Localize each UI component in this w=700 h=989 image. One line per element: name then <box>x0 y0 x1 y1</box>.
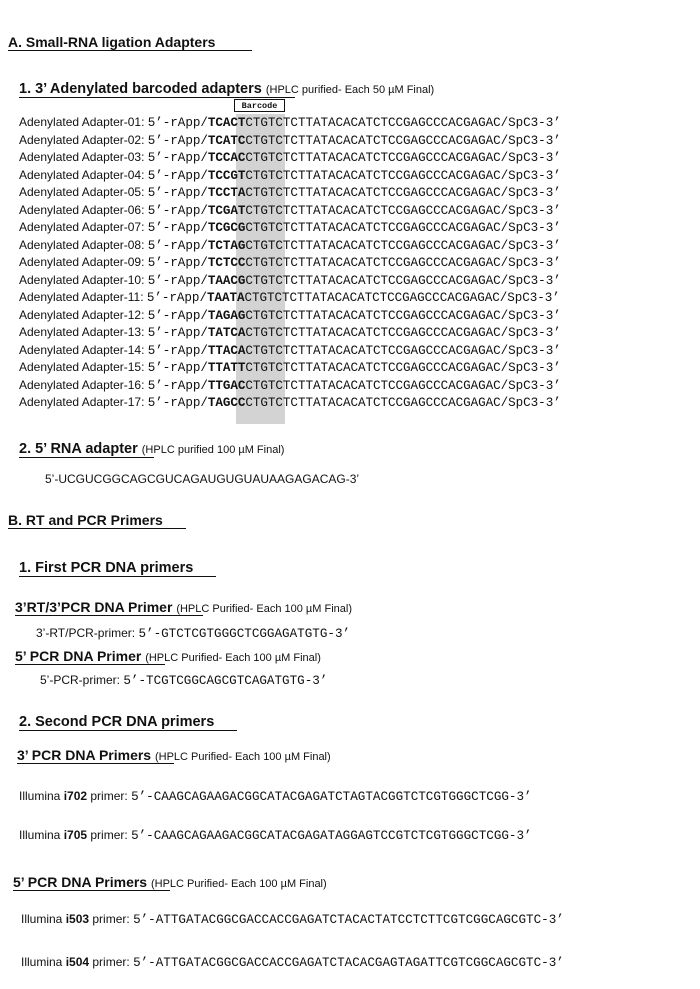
primer-vendor: Illumina <box>19 789 64 803</box>
adapter-row <box>19 289 561 307</box>
adapters-3-heading <box>19 81 434 98</box>
primer-i705-row <box>19 828 532 843</box>
first-pcr-heading <box>19 560 216 577</box>
adapter-label: Adenylated Adapter-06: <box>19 202 145 217</box>
adapter-sequence <box>148 309 561 323</box>
adapter-barcode: TTGAC <box>207 378 246 393</box>
adapter-prefix: 5’-rApp/ <box>147 221 208 235</box>
primer-word: primer: <box>89 912 134 926</box>
pcr5-primers-underline <box>13 890 170 891</box>
second-pcr-title: 2. Second PCR DNA primers <box>19 714 215 730</box>
adapter-sequence <box>148 239 561 253</box>
adapter-suffix: CTGTCTCTTATACACATCTCCGAGCCCACGAGAC/SpC3-3’ <box>245 378 561 393</box>
rna-adapter-5-sequence: 5’-UCGUCGGCAGCGUCAGAUGUGUAUAAGAGACAG-3’ <box>45 472 360 486</box>
adapter-sequence <box>148 169 561 183</box>
pcr3-primers-note: (HPLC Purified- Each 100 µM Final) <box>154 751 331 763</box>
adapter-row <box>19 307 561 325</box>
adapter-row <box>19 324 561 342</box>
pcr5-primer-heading <box>15 648 321 665</box>
adapters-3-title: 1. 3’ Adenylated barcoded adapters <box>19 81 262 97</box>
primer-word: primer: <box>87 828 132 842</box>
adapter-suffix: CTGTCTCTTATACACATCTCCGAGCCCACGAGAC/SpC3-3’ <box>245 273 561 288</box>
adapter-label: Adenylated Adapter-08: <box>19 237 145 252</box>
adapter-sequence <box>148 344 561 358</box>
adapter-suffix: CTGTCTCTTATACACATCTCCGAGCCCACGAGAC/SpC3-3’ <box>245 221 561 235</box>
adapter-prefix: 5’-rApp/ <box>147 133 208 148</box>
rna-adapter-5-heading <box>19 441 284 458</box>
primer-id: i702 <box>63 789 88 803</box>
adapter-row <box>19 359 561 377</box>
primer-word: primer: <box>87 789 132 803</box>
adapter-barcode: TTATT <box>207 361 246 375</box>
adapter-label: Adenylated Adapter-16: <box>19 377 145 392</box>
adapter-barcode: TCGAT <box>207 203 246 218</box>
adapter-sequence <box>148 186 561 200</box>
adapter-barcode: TCTCC <box>207 256 246 270</box>
rt-primer-note: (HPLC Purified- Each 100 µM Final) <box>176 603 352 615</box>
pcr3-primers-heading <box>17 747 331 764</box>
adapter-prefix: 5’-rApp/ <box>147 308 208 323</box>
section-a-heading <box>8 34 252 51</box>
pcr3-primers-underline <box>17 763 174 764</box>
adapter-prefix: 5’-rApp/ <box>147 116 208 130</box>
adapter-suffix: CTGTCTCTTATACACATCTCCGAGCCCACGAGAC/SpC3-3’ <box>245 308 561 323</box>
adapter-label: Adenylated Adapter-15: <box>19 360 145 374</box>
adapter-row <box>19 394 561 412</box>
second-pcr-heading <box>19 714 237 731</box>
adapter-prefix: 5’-rApp/ <box>147 168 208 183</box>
adapter-barcode: TAACG <box>207 273 246 288</box>
adapter-row <box>19 149 561 167</box>
primer-vendor: Illumina <box>21 912 66 926</box>
adapter-suffix: CTGTCTCTTATACACATCTCCGAGCCCACGAGAC/SpC3-3’ <box>245 133 561 148</box>
adapter-prefix: 5’-rApp/ <box>147 203 208 218</box>
rt-primer-sequence: 5’-GTCTCGTGGGCTCGGAGATGTG-3’ <box>138 627 351 641</box>
adapter-suffix: CTGTCTCTTATACACATCTCCGAGCCCACGAGAC/SpC3-3’ <box>244 291 560 305</box>
adapter-label: Adenylated Adapter-13: <box>19 325 145 339</box>
adapter-label: Adenylated Adapter-01: <box>19 115 145 129</box>
pcr5-primer-row <box>40 673 327 688</box>
adapter-suffix: CTGTCTCTTATACACATCTCCGAGCCCACGAGAC/SpC3-3’ <box>245 343 561 358</box>
second-pcr-underline <box>19 730 237 731</box>
adapter-sequence <box>148 379 561 393</box>
first-pcr-underline <box>19 576 216 577</box>
pcr5-primers-title: 5’ PCR DNA Primers <box>13 874 148 890</box>
adapter-sequence <box>148 396 561 410</box>
section-b-heading <box>8 512 186 529</box>
primer-sequence: 5’-ATTGATACGGCGACCACCGAGATCTACACGAGTAGATTCGTCGGCAGCGTC-3’ <box>133 956 564 970</box>
adapter-prefix: 5’-rApp/ <box>147 326 208 340</box>
adapter-suffix: CTGTCTCTTATACACATCTCCGAGCCCACGAGAC/SpC3-3’ <box>245 203 561 218</box>
rna-adapter-5-note: (HPLC purified 100 µM Final) <box>141 444 285 456</box>
rna-adapter-5-title: 2. 5’ RNA adapter <box>19 441 138 457</box>
adapter-suffix: CTGTCTCTTATACACATCTCCGAGCCCACGAGAC/SpC3-3’ <box>245 116 561 130</box>
adapter-barcode: TAGAG <box>207 308 246 323</box>
section-a-underline <box>8 50 252 51</box>
adapter-barcode: TCTAG <box>207 238 246 253</box>
adapter-suffix: CTGTCTCTTATACACATCTCCGAGCCCACGAGAC/SpC3-3’ <box>245 396 561 410</box>
adapter-barcode: TCCAC <box>207 151 246 165</box>
pcr3-primers-title: 3’ PCR DNA Primers <box>17 747 152 763</box>
adapter-suffix: CTGTCTCTTATACACATCTCCGAGCCCACGAGAC/SpC3-3’ <box>245 151 561 165</box>
adapter-label: Adenylated Adapter-02: <box>19 132 145 147</box>
primer-vendor: Illumina <box>21 955 66 969</box>
adapters-3-underline <box>19 97 295 98</box>
adapter-sequence <box>148 221 561 235</box>
adapter-barcode: TAATA <box>206 291 245 305</box>
adapter-sequence <box>147 291 560 305</box>
adapter-sequence <box>148 134 561 148</box>
adapter-row <box>19 184 561 202</box>
adapter-row <box>19 254 561 272</box>
rt-primer-underline <box>15 615 203 616</box>
adapter-prefix: 5’-rApp/ <box>146 291 207 305</box>
adapter-barcode: TCACT <box>207 116 246 130</box>
primer-i503-row <box>21 912 564 927</box>
adapter-prefix: 5’-rApp/ <box>147 396 208 410</box>
adapter-label: Adenylated Adapter-12: <box>19 307 145 322</box>
adapter-label: Adenylated Adapter-07: <box>19 220 145 234</box>
pcr5-primer-sequence: 5’-TCGTCGGCAGCGTCAGATGTG-3’ <box>123 674 328 688</box>
primer-vendor: Illumina <box>19 828 64 842</box>
rt-primer-label: 3’-RT/PCR-primer: <box>36 626 139 640</box>
pcr5-primer-label: 5’-PCR-primer: <box>40 673 124 687</box>
primer-i504-row <box>21 955 564 970</box>
pcr5-primers-note: (HPLC Purified- Each 100 µM Final) <box>150 878 327 890</box>
adapter-sequence <box>148 151 561 165</box>
adapter-row <box>19 237 561 255</box>
adapter-sequence <box>148 204 561 218</box>
adapter-prefix: 5’-rApp/ <box>147 361 208 375</box>
pcr5-primer-underline <box>15 664 165 665</box>
rt-primer-heading <box>15 599 352 616</box>
adapter-barcode: TATCA <box>207 326 246 340</box>
adapter-label: Adenylated Adapter-05: <box>19 185 145 199</box>
primer-id: i503 <box>65 912 90 926</box>
primer-i702-row <box>19 789 532 804</box>
pcr5-primer-note: (HPLC Purified- Each 100 µM Final) <box>145 652 321 664</box>
adapter-label: Adenylated Adapter-04: <box>19 167 145 182</box>
adapter-row <box>19 219 561 237</box>
pcr5-primer-title: 5’ PCR DNA Primer <box>15 648 142 664</box>
rna-adapter-5-underline <box>19 457 154 458</box>
adapter-sequence <box>148 361 561 375</box>
adapter-suffix: CTGTCTCTTATACACATCTCCGAGCCCACGAGAC/SpC3-3’ <box>245 238 561 253</box>
adapter-prefix: 5’-rApp/ <box>147 343 208 358</box>
first-pcr-title: 1. First PCR DNA primers <box>19 560 194 576</box>
primer-word: primer: <box>89 955 134 969</box>
adapter-suffix: CTGTCTCTTATACACATCTCCGAGCCCACGAGAC/SpC3-3’ <box>245 256 561 270</box>
primer-sequence: 5’-CAAGCAGAAGACGGCATACGAGATCTAGTACGGTCTCGTGGGCTCGG-3’ <box>131 790 532 804</box>
rt-primer-title: 3’RT/3’PCR DNA Primer <box>15 599 173 615</box>
adapter-prefix: 5’-rApp/ <box>147 378 208 393</box>
adapter-label: Adenylated Adapter-10: <box>19 272 145 287</box>
section-b-underline <box>8 528 186 529</box>
adapter-label: Adenylated Adapter-17: <box>19 395 145 409</box>
adapter-prefix: 5’-rApp/ <box>147 186 208 200</box>
adapter-barcode: TCATC <box>207 133 246 148</box>
adapter-label: Adenylated Adapter-09: <box>19 255 145 269</box>
adapter-sequence <box>148 116 561 130</box>
primer-id: i504 <box>65 955 90 969</box>
adapter-row <box>19 202 561 220</box>
adapter-sequence <box>148 326 561 340</box>
adapter-prefix: 5’-rApp/ <box>147 151 208 165</box>
adapter-suffix: CTGTCTCTTATACACATCTCCGAGCCCACGAGAC/SpC3-3’ <box>245 361 561 375</box>
adapter-suffix: CTGTCTCTTATACACATCTCCGAGCCCACGAGAC/SpC3-3’ <box>245 186 561 200</box>
section-b-title: B. RT and PCR Primers <box>8 512 163 528</box>
adapter-prefix: 5’-rApp/ <box>147 256 208 270</box>
section-a-title: A. Small-RNA ligation Adapters <box>8 34 216 50</box>
pcr5-primers-heading <box>13 874 327 891</box>
adapter-barcode: TCCTA <box>207 186 246 200</box>
adapter-barcode: TTACA <box>207 343 246 358</box>
adapter-row <box>19 132 561 150</box>
adapter-label: Adenylated Adapter-03: <box>19 150 145 164</box>
primer-sequence: 5’-CAAGCAGAAGACGGCATACGAGATAGGAGTCCGTCTCGTGGGCTCGG-3’ <box>131 829 532 843</box>
adapter-row <box>19 342 561 360</box>
rt-primer-row <box>36 626 350 641</box>
adapter-suffix: CTGTCTCTTATACACATCTCCGAGCCCACGAGAC/SpC3-3’ <box>245 168 561 183</box>
adapter-barcode: TCGCG <box>207 221 246 235</box>
adapter-prefix: 5’-rApp/ <box>147 273 208 288</box>
primer-sequence: 5’-ATTGATACGGCGACCACCGAGATCTACACTATCCTCTTCGTCGGCAGCGTC-3’ <box>133 913 564 927</box>
adapters-3-note: (HPLC purified- Each 50 µM Final) <box>265 84 435 96</box>
adapter-sequence <box>148 256 561 270</box>
adapter-suffix: CTGTCTCTTATACACATCTCCGAGCCCACGAGAC/SpC3-3’ <box>245 326 561 340</box>
barcode-label-box: Barcode <box>234 99 285 112</box>
adapter-barcode: TAGCC <box>207 396 246 410</box>
adapter-label: Adenylated Adapter-14: <box>19 342 145 357</box>
adapter-prefix: 5’-rApp/ <box>147 238 208 253</box>
adapter-row <box>19 114 561 132</box>
adapter-barcode: TCCGT <box>207 168 246 183</box>
adapter-list <box>19 114 561 412</box>
adapter-label: Adenylated Adapter-11: <box>19 290 144 304</box>
adapter-sequence <box>148 274 561 288</box>
primer-id: i705 <box>63 828 88 842</box>
adapter-row <box>19 377 561 395</box>
adapter-row <box>19 167 561 185</box>
adapter-row <box>19 272 561 290</box>
